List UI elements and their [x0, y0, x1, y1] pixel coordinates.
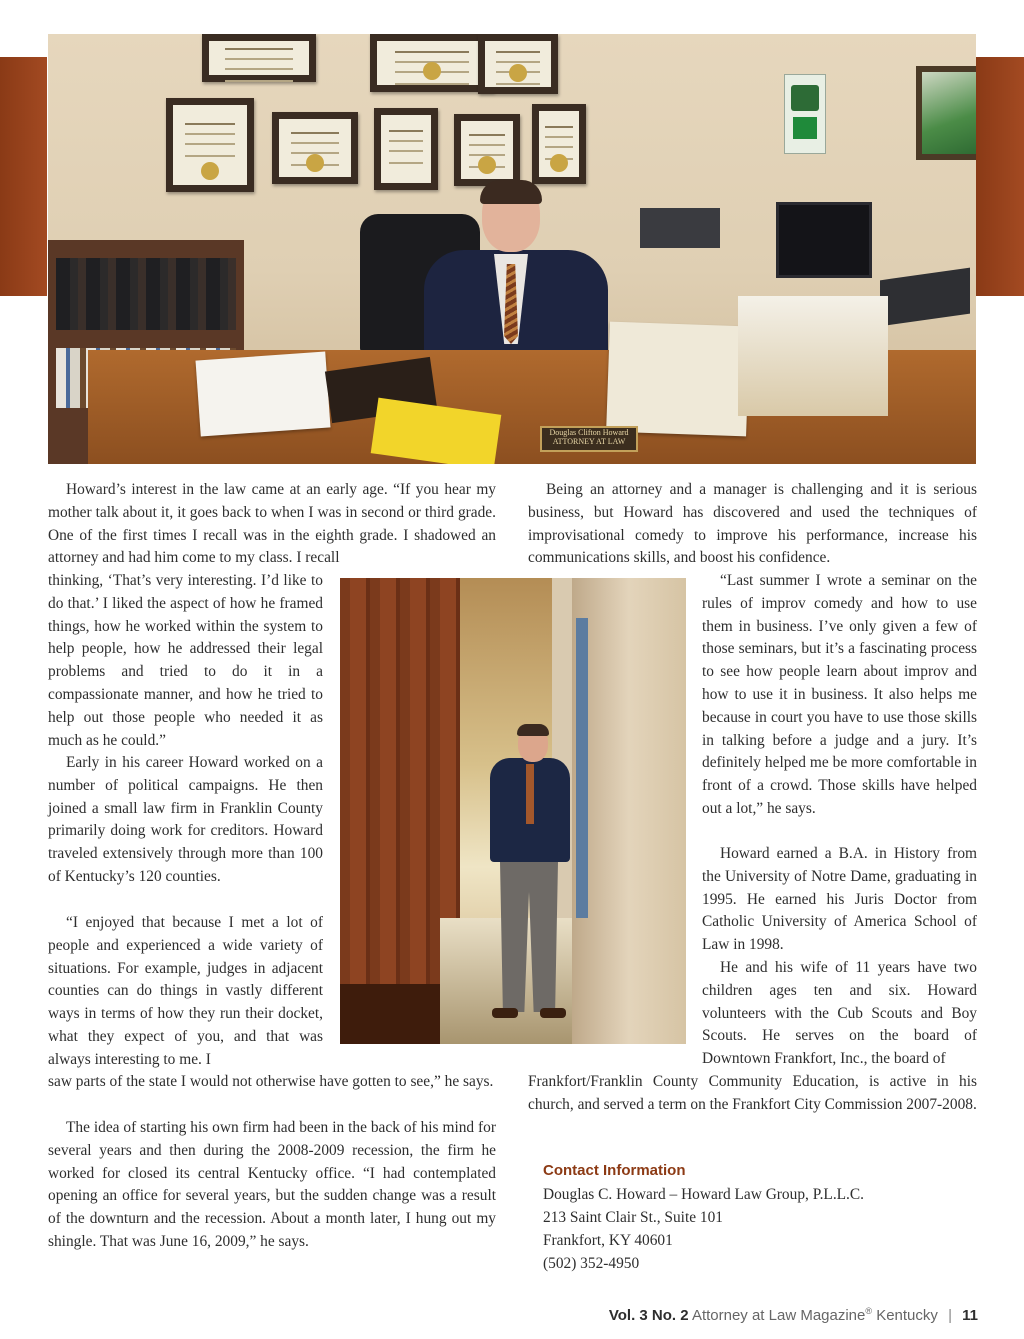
printer	[640, 208, 720, 248]
page-number: 11	[962, 1307, 978, 1324]
footer-magazine: Attorney at Law Magazine	[691, 1307, 866, 1324]
window	[576, 618, 588, 918]
footer-separator: |	[948, 1307, 952, 1324]
footer-registered: ®	[865, 1306, 873, 1316]
diploma-frame	[166, 98, 254, 192]
paper-stack	[606, 322, 750, 437]
person-shoe	[492, 1008, 518, 1018]
left-paragraph-2: Early in his career Howard worked on a number of political campaigns. He then joined a small law firm in Franklin County primarily doing work for creditors. Howard traveled extensively through more than 100 of Kentucky’s 120 counties.	[48, 754, 323, 885]
right-paragraph-4-full: Frankfort/Franklin County Community Education, is active in his church, and served a term on the Frankfort City Commission 2007-2008.	[528, 1073, 977, 1113]
contact-address-1: 213 Saint Clair St., Suite 101	[543, 1209, 723, 1226]
stone-wall	[572, 578, 686, 1044]
left-paragraph-1-top: Howard’s interest in the law came at an early age. “If you hear my mother talk about it, it goes back to when I was in second or third grade. One of the first times I recall was in the eighth grade. I shadowed an attorney and had him come to my class. I recall	[48, 481, 496, 567]
footer-volume: Vol. 3 No. 2	[608, 1307, 689, 1324]
left-accent-band	[0, 57, 47, 296]
contact-phone: (502) 352-4950	[543, 1255, 640, 1272]
stadium-picture	[916, 66, 976, 160]
contact-title: Contact Information	[543, 1162, 686, 1179]
footer-state: Kentucky	[876, 1307, 938, 1324]
contact-address-2: Frankfort, KY 40601	[543, 1232, 673, 1249]
right-paragraph-1-top: Being an attorney and a manager is challenging and it is serious business, but Howard has discovered and used the techniques of improvisational comedy to improve his performance, increase his communications skills, and boost his confidence.	[528, 481, 977, 567]
paper-stack	[196, 352, 331, 437]
diploma-frame	[478, 34, 558, 94]
nameplate-line2: ATTORNEY AT LAW	[552, 437, 626, 446]
person-hair	[517, 724, 549, 736]
office-photo	[48, 34, 976, 464]
left-paragraph-3-full: saw parts of the state I would not otherwise have gotten to see,” he says.	[48, 1073, 494, 1090]
left-paragraph-4: The idea of starting his own firm had been in the back of his mind for several years and then during the 2008-2009 recession, the firm he worked for closed its central Kentucky office. “I had contemplated opening an office for several years, but the sudden change was a result of the downturn and the recession. About a month later, I hung out my shingle. That was June 16, 2009,” he says.	[48, 1119, 496, 1250]
right-paragraph-4-narrow: He and his wife of 11 years have two children ages ten and six. Howard volunteers with the Cub Scouts and Boy Scouts. He serves on the board of Downtown Frankfort, Inc., the board of	[702, 959, 977, 1068]
left-paragraph-3-narrow: “I enjoyed that because I met a lot of people and experienced a wide variety of situations. For example, judges in adjacent counties can do things in vastly different ways in terms of how they run their docket, what they expect of you, and that was always interesting to me. I	[48, 914, 323, 1068]
contact-name: Douglas C. Howard – Howard Law Group, P.L.L.C.	[543, 1186, 865, 1203]
diploma-frame	[202, 34, 316, 82]
right-accent-band	[976, 57, 1024, 296]
nameplate-line1: Douglas Clifton Howard	[549, 428, 629, 437]
attorney-hair	[480, 180, 542, 204]
page-footer	[609, 1306, 978, 1324]
diploma-frame	[272, 112, 358, 184]
diploma-frame	[532, 104, 586, 184]
file-stack	[738, 296, 888, 416]
diploma-frame	[454, 114, 520, 186]
hallway-photo	[340, 578, 686, 1044]
diploma-frame	[370, 34, 494, 92]
computer-monitor	[776, 202, 872, 278]
left-paragraph-1-narrow: thinking, ‘That’s very interesting. I’d like to do that.’ I liked the aspect of how he framed things, how he worked within the system to help people, how he addressed their legal problems and tried to do it in a compassionate manner, and how he tried to help out those people who needed it as much as he could.”	[48, 572, 323, 749]
wall-poster	[784, 74, 826, 154]
diploma-frame	[374, 108, 438, 190]
right-paragraph-3: Howard earned a B.A. in History from the University of Notre Dame, graduating in 1995. He earned his Juris Doctor from Catholic University of America School of Law in 1998.	[702, 845, 977, 954]
right-paragraph-2-narrow: “Last summer I wrote a seminar on the rules of improv comedy and how to use them in business. I’ve only given a few of those seminars, but it’s a fascinating process to see how people learn about improv and how to use it in business. It also helps me because in court you have to use those skills in talking before a judge and a jury. It’s definitely helped me be more comfortable in front of a crowd. Those skills have helped out a lot,” he says.	[702, 572, 977, 817]
person-tie	[526, 764, 534, 824]
person-shoe	[540, 1008, 566, 1018]
scanner	[880, 268, 970, 327]
desk-nameplate	[540, 426, 638, 452]
